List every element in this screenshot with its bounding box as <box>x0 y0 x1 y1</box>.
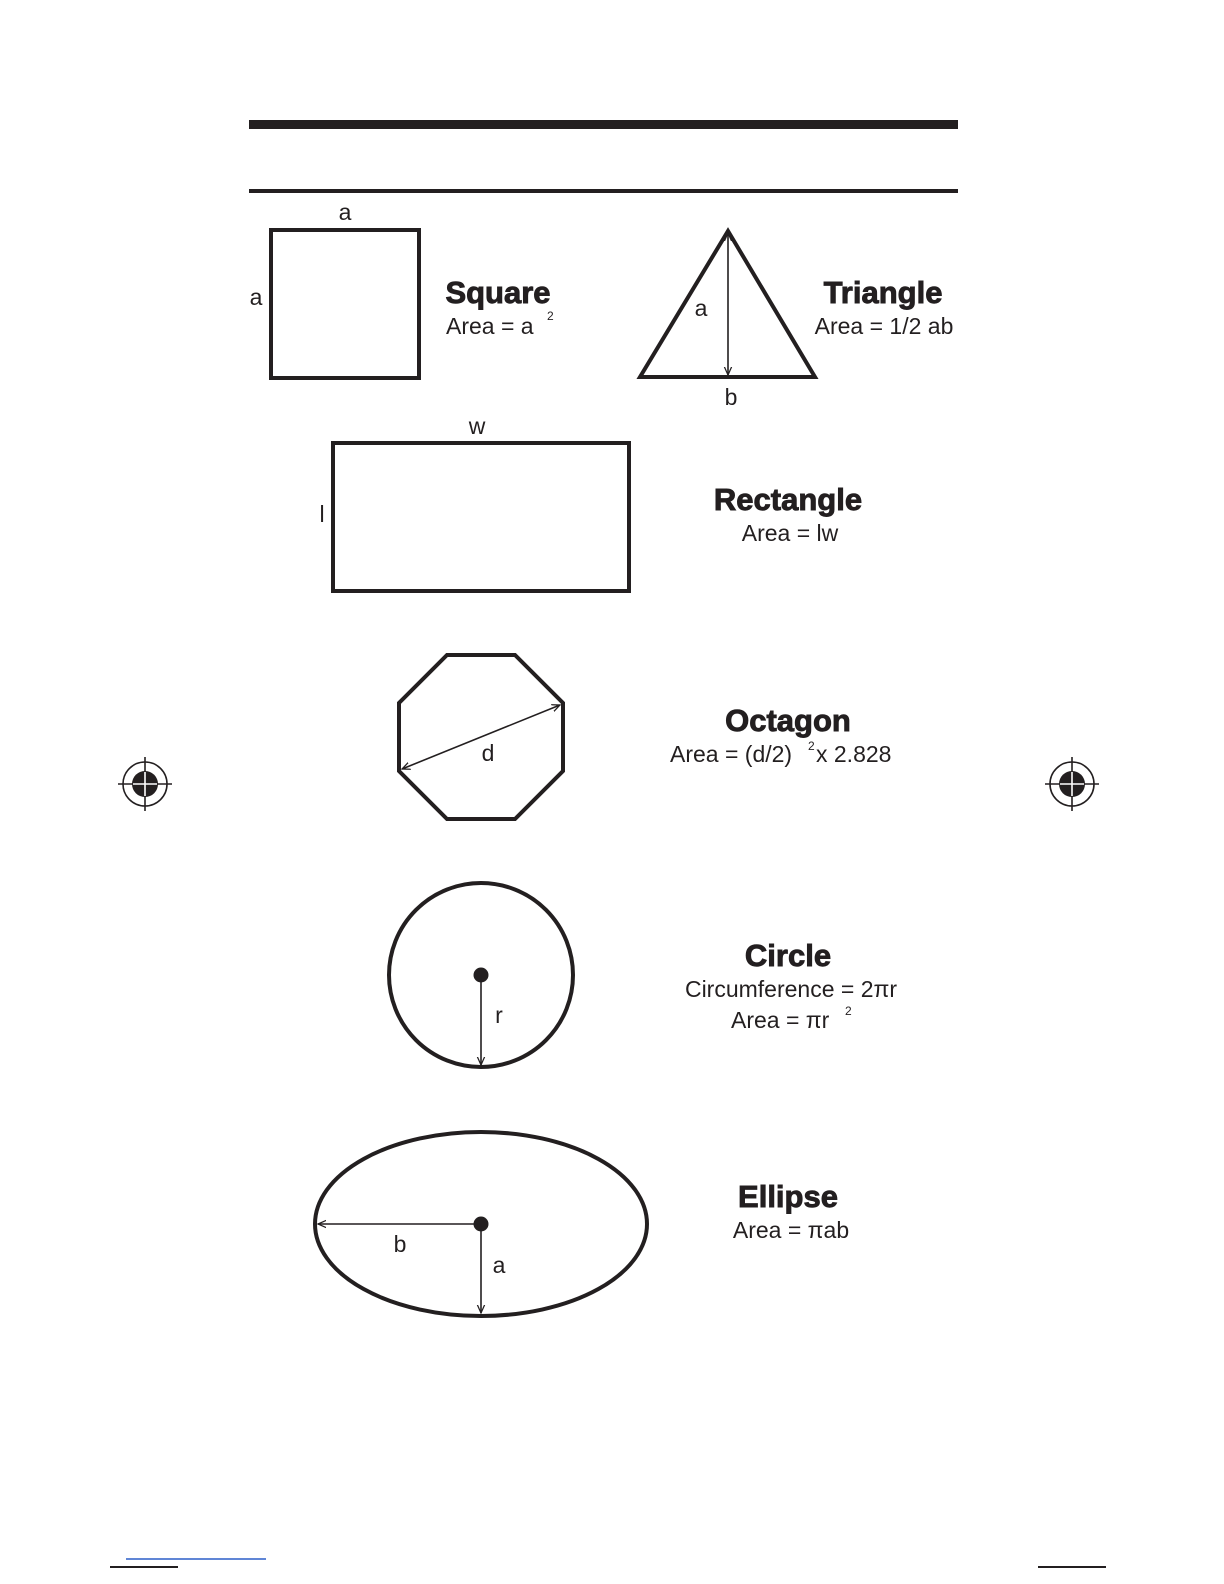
ellipse-label-a: a <box>492 1252 506 1278</box>
ellipse-figure <box>315 1132 647 1316</box>
rectangle-shape <box>333 443 629 591</box>
triangle-formula: Area = 1/2 ab <box>814 313 954 339</box>
square-title: Square <box>445 275 551 310</box>
ellipse-formula: Area = πab <box>732 1217 850 1243</box>
rectangle-label-side: l <box>319 501 325 527</box>
rectangle-title: Rectangle <box>713 482 863 517</box>
triangle-label-height: a <box>694 295 708 321</box>
circle-formula: Area = πr <box>731 1007 830 1033</box>
ellipse-label-b: b <box>393 1231 407 1257</box>
octagon-formula-factor: x 2.828 <box>816 741 892 767</box>
rectangle-label-top: w <box>468 413 486 439</box>
rectangle-formula: Area = lw <box>741 520 839 546</box>
circle-figure <box>389 883 573 1067</box>
circle-formula-exponent: 2 <box>845 1004 852 1018</box>
rectangle-figure <box>319 413 629 591</box>
square-shape <box>271 230 419 378</box>
square-label-side: a <box>249 284 263 310</box>
registration-mark-right <box>1045 757 1099 811</box>
octagon-label-diameter: d <box>481 740 495 766</box>
square-formula: Area = a <box>446 313 534 339</box>
circle-circumference: Circumference = 2πr <box>684 976 898 1002</box>
octagon-figure <box>399 655 563 819</box>
square-label-top: a <box>338 199 352 225</box>
header-rule-thin <box>249 189 958 193</box>
square-formula-exponent: 2 <box>547 309 554 323</box>
ellipse-title: Ellipse <box>738 1179 838 1214</box>
triangle-label-base: b <box>724 384 738 410</box>
octagon-formula-exponent: 2 <box>808 739 815 753</box>
circle-title: Circle <box>744 938 832 973</box>
triangle-figure <box>640 231 815 410</box>
triangle-title: Triangle <box>823 275 943 310</box>
circle-label-radius: r <box>495 1002 503 1028</box>
header-rule-thick <box>249 120 958 129</box>
registration-mark-left <box>118 757 172 811</box>
square-figure <box>250 199 419 378</box>
octagon-formula: Area = (d/2) <box>670 741 793 767</box>
octagon-title: Octagon <box>725 703 851 738</box>
